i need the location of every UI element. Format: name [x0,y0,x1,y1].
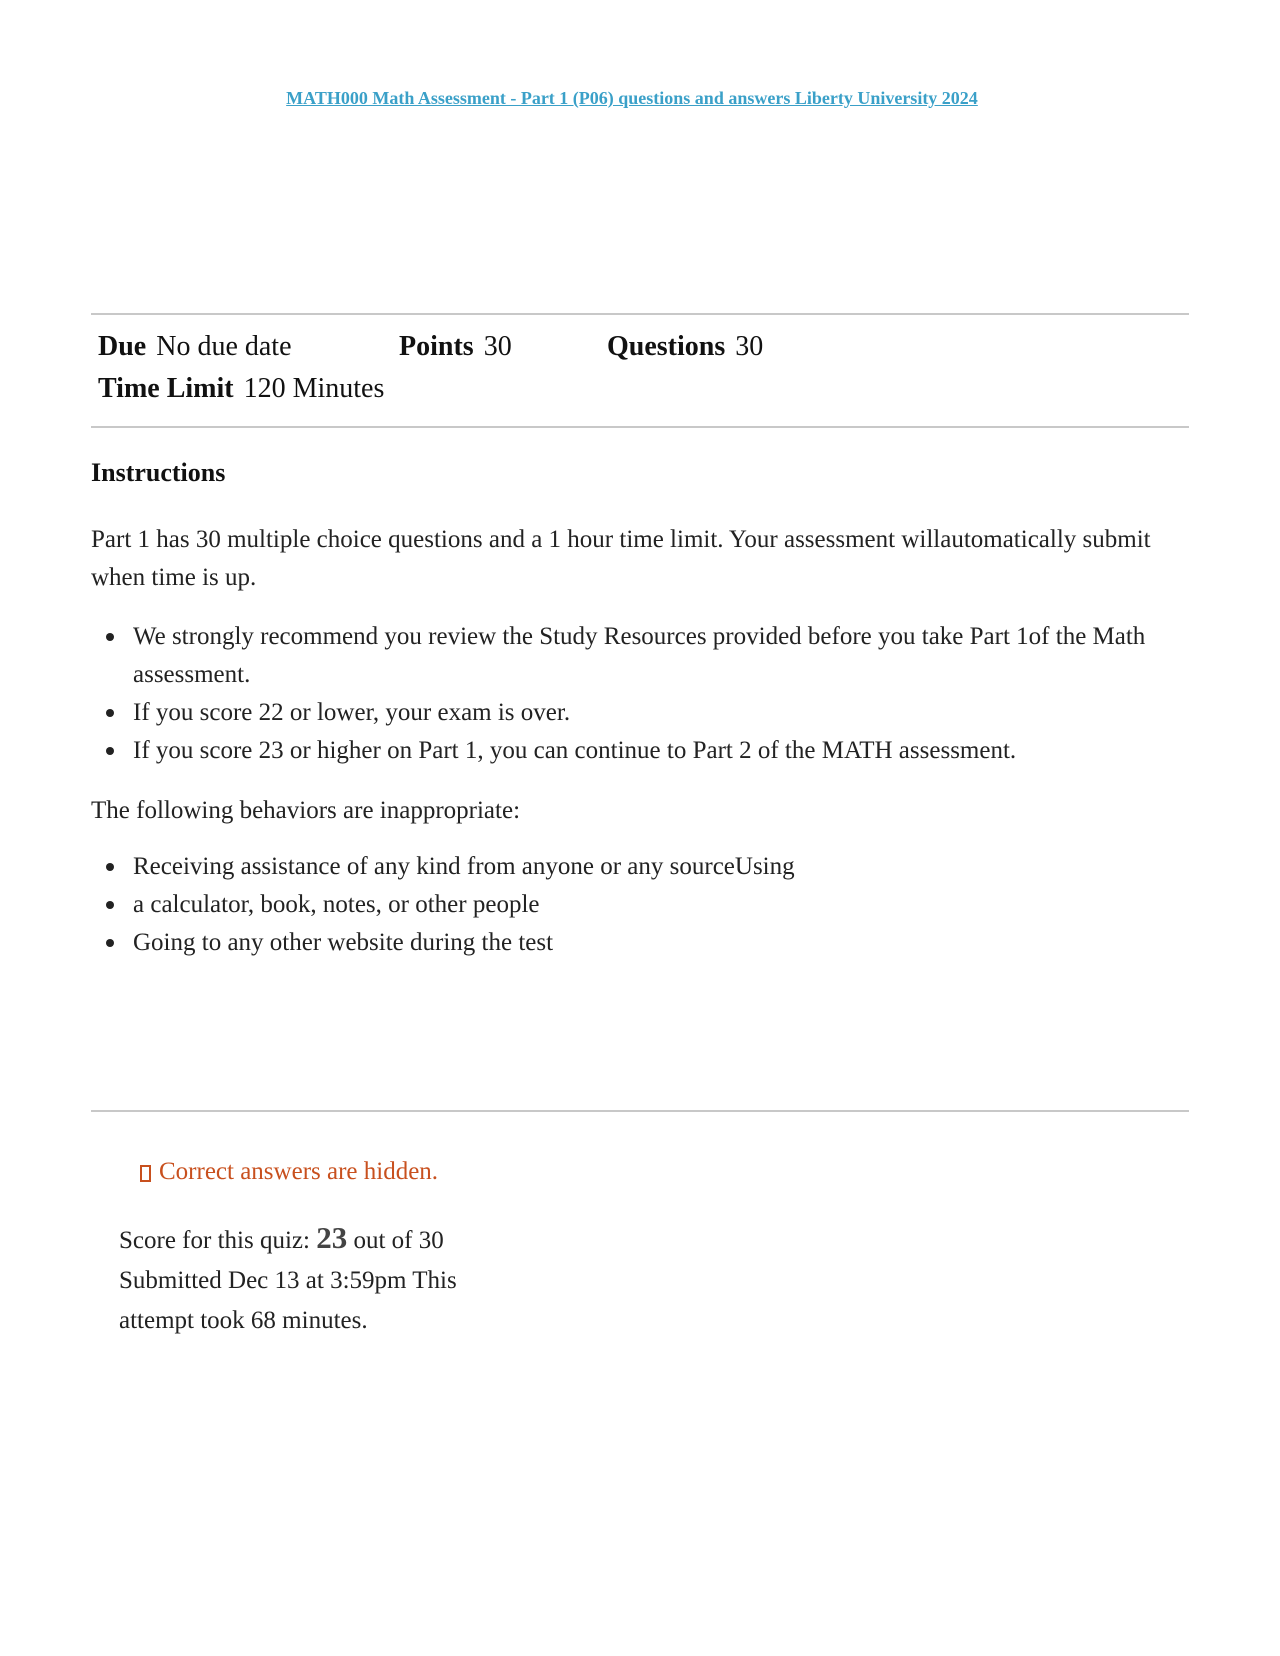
list-item: If you score 22 or lower, your exam is over. [133,694,1233,732]
list-item: Going to any other website during the test [133,924,1233,962]
score-value: 23 [316,1220,348,1255]
list-item: We strongly recommend you review the Study Resources provided before you take Part 1of the Math assessment. [133,618,1233,694]
questions-field [607,331,763,363]
due-value: No due date [156,331,292,362]
document-title-link[interactable]: MATH000 Math Assessment - Part 1 (P06) questions and answers Liberty University 2024 [286,88,978,108]
due-label: Due [98,331,147,362]
divider-result [91,1110,1189,1112]
instructions-intro: Part 1 has 30 multiple choice questions and a 1 hour time limit. Your assessment willautomatically submit when time is up. [91,526,1151,591]
score-suffix: out of 30 [353,1227,444,1254]
behaviors-intro: The following behaviors are inappropriate: [91,797,521,824]
questions-label: Questions [607,331,726,362]
recommendation-list [91,618,1233,770]
answers-hidden-notice [140,1158,438,1186]
score-line [119,1218,457,1261]
time-limit-value: 120 Minutes [243,373,385,404]
attempt-line: attempt took 68 minutes. [119,1307,368,1334]
due-field [98,331,292,363]
list-item: Receiving assistance of any kind from anyone or any sourceUsing [133,848,1233,886]
list-item: If you score 23 or higher on Part 1, you can continue to Part 2 of the MATH assessment. [133,732,1233,770]
points-label: Points [399,331,474,362]
instructions-heading: Instructions [91,458,226,487]
list-item: a calculator, book, notes, or other people [133,886,1233,924]
score-summary [119,1218,457,1341]
square-icon [140,1165,151,1182]
answers-hidden-text: Correct answers are hidden. [159,1158,439,1185]
divider-meta-bottom [91,426,1189,428]
time-limit-label: Time Limit [98,373,234,404]
questions-value: 30 [735,331,764,362]
points-field [399,331,512,363]
points-value: 30 [483,331,512,362]
divider-top [91,313,1189,315]
score-label: Score for this quiz: [119,1227,310,1254]
submitted-line: Submitted Dec 13 at 3:59pm This [119,1267,457,1294]
behaviors-list [91,848,1233,962]
time-limit-field [98,373,384,405]
